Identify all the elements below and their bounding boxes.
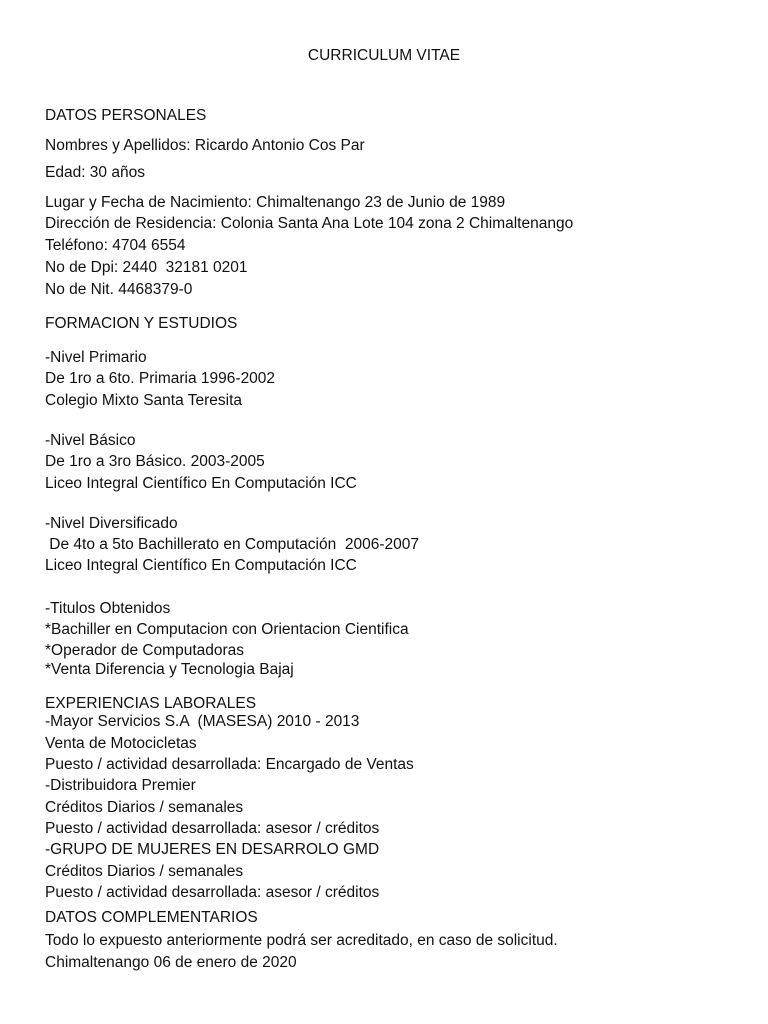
personal-age: Edad: 30 años (45, 164, 145, 181)
personal-dpi: No de Dpi: 2440 32181 0201 (45, 259, 248, 276)
education-titulos-heading: -Titulos Obtenidos (45, 600, 171, 617)
section-heading-education: FORMACION Y ESTUDIOS (45, 315, 238, 332)
section-heading-personal: DATOS PERSONALES (45, 107, 207, 124)
experience-line: Puesto / actividad desarrollada: Encargado de Ventas (45, 756, 414, 773)
education-primario-school: Colegio Mixto Santa Teresita (45, 392, 243, 409)
education-basico-grades: De 1ro a 3ro Básico. 2003-2005 (45, 453, 265, 470)
experience-line: -GRUPO DE MUJERES EN DESARROLO GMD (45, 841, 380, 858)
education-diversificado-level: -Nivel Diversificado (45, 515, 178, 532)
experience-line: Puesto / actividad desarrollada: asesor / créditos (45, 884, 380, 901)
personal-address: Dirección de Residencia: Colonia Santa Ana Lote 104 zona 2 Chimaltenango (45, 215, 574, 232)
experience-line: -Distribuidora Premier (45, 777, 196, 794)
personal-name: Nombres y Apellidos: Ricardo Antonio Cos Par (45, 137, 365, 154)
experience-line: Venta de Motocicletas (45, 735, 197, 752)
education-titulo-item: *Operador de Computadoras (45, 642, 245, 659)
document-title: CURRICULUM VITAE (307, 47, 461, 64)
experience-line: Créditos Diarios / semanales (45, 863, 244, 880)
education-titulo-item: *Venta Diferencia y Tecnologia Bajaj (45, 661, 294, 678)
education-primario-grades: De 1ro a 6to. Primaria 1996-2002 (45, 370, 276, 387)
education-diversificado-grades: De 4to a 5to Bachillerato en Computación 2006-2007 (45, 536, 419, 553)
education-diversificado-school: Liceo Integral Científico En Computación ICC (45, 557, 357, 574)
section-heading-experience: EXPERIENCIAS LABORALES (45, 695, 257, 712)
education-primario-level: -Nivel Primario (45, 349, 147, 366)
complementary-place-date: Chimaltenango 06 de enero de 2020 (45, 954, 297, 971)
education-basico-school: Liceo Integral Científico En Computación ICC (45, 475, 357, 492)
personal-nit: No de Nit. 4468379-0 (45, 281, 193, 298)
experience-line: -Mayor Servicios S.A (MASESA) 2010 - 2013 (45, 713, 360, 730)
personal-phone: Teléfono: 4704 6554 (45, 237, 186, 254)
experience-line: Puesto / actividad desarrollada: asesor / créditos (45, 820, 380, 837)
section-heading-complementary: DATOS COMPLEMENTARIOS (45, 909, 258, 926)
education-basico-level: -Nivel Básico (45, 432, 136, 449)
complementary-statement: Todo lo expuesto anteriormente podrá ser acreditado, en caso de solicitud. (45, 932, 558, 949)
experience-line: Créditos Diarios / semanales (45, 799, 244, 816)
education-titulo-item: *Bachiller en Computacion con Orientacion Cientifica (45, 621, 409, 638)
personal-birth: Lugar y Fecha de Nacimiento: Chimaltenango 23 de Junio de 1989 (45, 194, 506, 211)
